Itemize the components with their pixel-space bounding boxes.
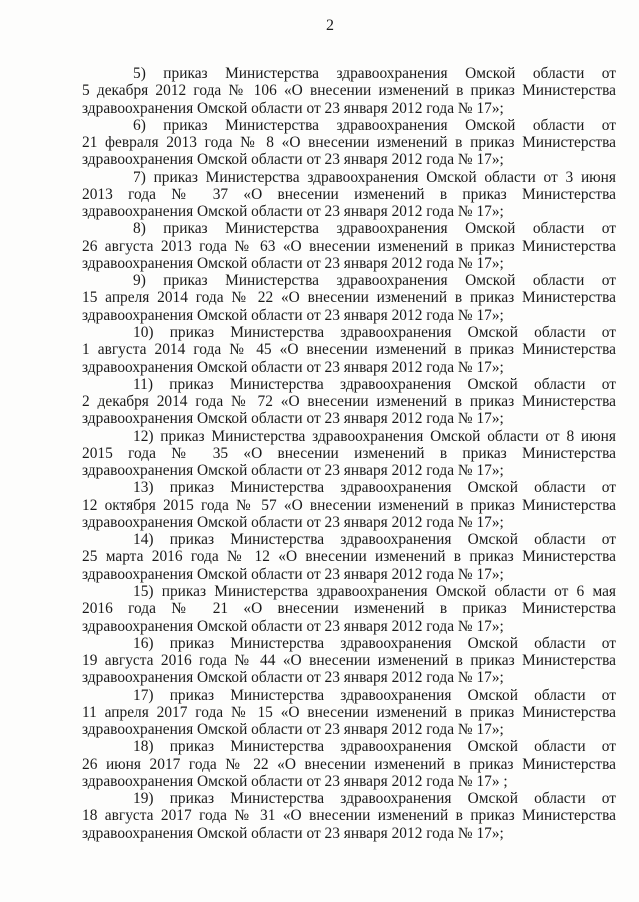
page-number: 2	[326, 17, 334, 34]
text-line: здравоохранения Омской области от 23 января 2012 года № 17»;	[82, 410, 504, 428]
list-item	[82, 583, 616, 635]
list-item	[82, 635, 616, 687]
text-line: 9) приказ Министерства здравоохранения Омской области от	[133, 272, 616, 290]
text-line: 6) приказ Министерства здравоохранения Омской области от	[133, 116, 616, 134]
text-line: 2013 года № 37 «О внесении изменений в приказ Министерства	[82, 185, 616, 203]
list-item	[82, 324, 616, 376]
text-line: здравоохранения Омской области от 23 января 2012 года № 17»;	[82, 462, 504, 480]
text-line: здравоохранения Омской области от 23 января 2012 года № 17»;	[82, 99, 504, 117]
text-line: 21 февраля 2013 года № 8 «О внесении изменений в приказ Министерства	[82, 134, 616, 152]
text-line: 2015 года № 35 «О внесении изменений в приказ Министерства	[82, 444, 616, 462]
text-line: здравоохранения Омской области от 23 января 2012 года № 17»;	[82, 151, 504, 169]
text-line: 18) приказ Министерства здравоохранения Омской области от	[133, 738, 616, 756]
list-item	[82, 220, 616, 272]
text-line: 16) приказ Министерства здравоохранения Омской области от	[133, 634, 616, 652]
list-item	[82, 376, 616, 428]
list-item	[82, 479, 616, 531]
text-line: 17) приказ Министерства здравоохранения Омской области от	[133, 686, 616, 704]
text-line: 5 декабря 2012 года № 106 «О внесении изменений в приказ Министерства	[82, 82, 616, 100]
text-line: 26 июня 2017 года № 22 «О внесении изменений в приказ Министерства	[82, 755, 616, 773]
list-item	[82, 272, 616, 324]
text-line: 7) приказ Министерства здравоохранения Омской области от 3 июня	[133, 168, 616, 186]
text-line: 15) приказ Министерства здравоохранения Омской области от 6 мая	[133, 582, 616, 600]
list-item	[82, 687, 616, 739]
text-line: 13) приказ Министерства здравоохранения Омской области от	[133, 479, 616, 497]
text-line: 8) приказ Министерства здравоохранения Омской области от	[133, 220, 616, 238]
text-line: 12 октября 2015 года № 57 «О внесении изменений в приказ Министерства	[82, 496, 616, 514]
text-line: 25 марта 2016 года № 12 «О внесении изменений в приказ Министерства	[82, 548, 616, 566]
text-line: 19) приказ Министерства здравоохранения Омской области от	[133, 790, 616, 808]
list-item	[82, 65, 616, 117]
text-line: здравоохранения Омской области от 23 января 2012 года № 17»;	[82, 565, 504, 583]
text-line: 15 апреля 2014 года № 22 «О внесении изменений в приказ Министерства	[82, 289, 616, 307]
text-line: здравоохранения Омской области от 23 января 2012 года № 17»;	[82, 669, 504, 687]
text-line: здравоохранения Омской области от 23 января 2012 года № 17»;	[82, 203, 504, 221]
text-line: здравоохранения Омской области от 23 января 2012 года № 17»;	[82, 824, 504, 842]
text-line: 12) приказ Министерства здравоохранения Омской области от 8 июня	[133, 427, 616, 445]
list-item	[82, 738, 616, 790]
list-item	[82, 531, 616, 583]
text-line: здравоохранения Омской области от 23 января 2012 года № 17» ;	[82, 772, 508, 790]
text-line: 11 апреля 2017 года № 15 «О внесении изменений в приказ Министерства	[82, 703, 616, 721]
list-item	[82, 790, 616, 842]
text-line: 19 августа 2016 года № 44 «О внесении изменений в приказ Министерства	[82, 652, 616, 670]
text-line: 14) приказ Министерства здравоохранения Омской области от	[133, 531, 616, 549]
text-line: здравоохранения Омской области от 23 января 2012 года № 17»;	[82, 513, 504, 531]
text-line: здравоохранения Омской области от 23 января 2012 года № 17»;	[82, 721, 504, 739]
text-line: 18 августа 2017 года № 31 «О внесении изменений в приказ Министерства	[82, 807, 616, 825]
document-body	[82, 65, 616, 842]
text-line: 26 августа 2013 года № 63 «О внесении изменений в приказ Министерства	[82, 237, 616, 255]
list-item	[82, 169, 616, 221]
text-line: 5) приказ Министерства здравоохранения Омской области от	[133, 65, 616, 82]
text-line: 2 декабря 2014 года № 72 «О внесении изменений в приказ Министерства	[82, 393, 616, 411]
text-line: здравоохранения Омской области от 23 января 2012 года № 17»;	[82, 358, 504, 376]
text-line: 2016 года № 21 «О внесении изменений в приказ Министерства	[82, 600, 616, 618]
text-line: 10) приказ Министерства здравоохранения Омской области от	[133, 323, 616, 341]
list-item	[82, 428, 616, 480]
text-line: здравоохранения Омской области от 23 января 2012 года № 17»;	[82, 617, 504, 635]
text-line: 11) приказ Министерства здравоохранения Омской области от	[133, 375, 616, 393]
text-line: 1 августа 2014 года № 45 «О внесении изменений в приказ Министерства	[82, 341, 616, 359]
list-item	[82, 117, 616, 169]
text-line: здравоохранения Омской области от 23 января 2012 года № 17»;	[82, 254, 504, 272]
text-line: здравоохранения Омской области от 23 января 2012 года № 17»;	[82, 306, 504, 324]
